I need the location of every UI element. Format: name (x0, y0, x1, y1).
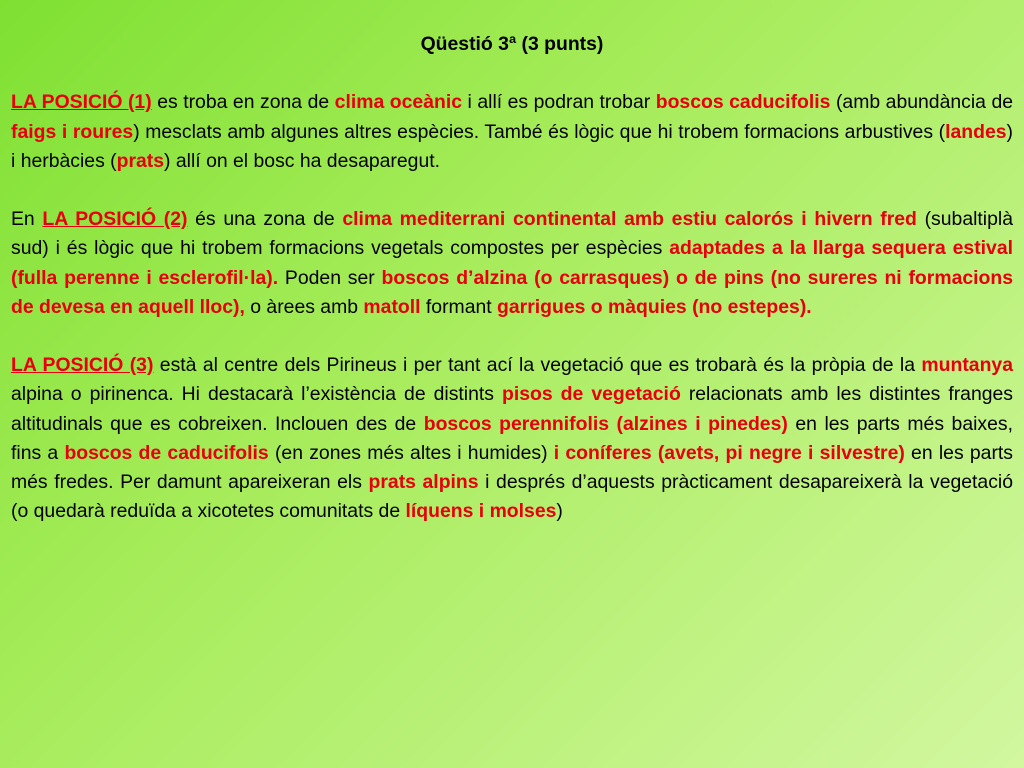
highlighted-term: líquens i molses (405, 500, 557, 523)
paragraph-position-3 (11, 351, 1013, 526)
highlighted-term: pisos de vegetació (502, 383, 681, 406)
highlighted-term: landes (945, 120, 1007, 143)
body-text: i allí es podran trobar (462, 91, 656, 114)
answer-body (11, 88, 1013, 526)
body-text: en les parts més fredes. Per damunt apareixeran els (11, 441, 1013, 493)
paragraph-position-2 (11, 205, 1013, 322)
body-text: en les parts més baixes, fins a (11, 412, 1013, 464)
body-text: alpina o pirinenca. Hi destacarà l’existència de distints (11, 383, 503, 406)
body-text: relacionats amb les distintes franges altitudinals que es cobreixen. Inclouen des de (11, 383, 1013, 435)
highlighted-term: clima mediterrani continental amb estiu calorós i hivern fred (342, 208, 917, 231)
highlighted-term: i coníferes (avets, pi negre i silvestre) (553, 441, 905, 464)
body-text: ) mesclats amb algunes altres espècies. També és lògic que hi trobem formacions arbustives ( (133, 120, 946, 143)
slide-content (11, 30, 1013, 526)
position-heading: LA POSICIÓ (1) (11, 91, 152, 114)
body-text: (amb abundància de (830, 91, 1014, 114)
body-text: ) allí on el bosc ha desaparegut. (164, 149, 441, 172)
body-text: es troba en zona de (151, 91, 335, 114)
body-text: o àrees amb (244, 295, 364, 318)
body-text: ) (556, 500, 563, 523)
body-text: està al centre dels Pirineus i per tant ací la vegetació que es trobarà és la pròpia de la (153, 354, 922, 377)
highlighted-term: boscos perennifolis (alzines i pinedes) (423, 412, 788, 435)
highlighted-term: garrigues o màquies (no estepes). (497, 295, 812, 318)
body-text: formant (420, 295, 498, 318)
highlighted-term: faigs i roures (11, 120, 134, 143)
body-text: En (11, 208, 43, 231)
highlighted-term: muntanya (921, 354, 1013, 377)
position-heading: LA POSICIÓ (3) (11, 354, 154, 377)
paragraph-position-1 (11, 88, 1013, 176)
body-text: (en zones més altes i humides) (268, 441, 554, 464)
highlighted-term: prats alpins (368, 471, 479, 493)
highlighted-term: adaptades a la llarga sequera estival (fulla perenne i esclerofil·la). (11, 237, 1013, 289)
position-heading: LA POSICIÓ (2) (42, 208, 188, 231)
highlighted-term: boscos d’alzina (o carrasques) o de pins (no sureres ni formacions de devesa en aquell lloc), (11, 266, 1013, 318)
body-text: (subaltiplà sud) i és lògic que hi trobem formacions vegetals compostes per espècies (11, 208, 1013, 260)
body-text: és una zona de (187, 208, 343, 231)
body-text: Poden ser (278, 266, 382, 289)
highlighted-term: clima oceànic (334, 91, 462, 114)
highlighted-term: prats (116, 149, 165, 172)
body-text: i després d’aquests pràcticament desapareixerà la vegetació (o quedarà reduïda a xicotetes comunitats de (11, 471, 1013, 523)
highlighted-term: matoll (363, 295, 421, 318)
highlighted-term: boscos de caducifolis (64, 441, 269, 464)
question-title: Qüestió 3ª (3 punts) (420, 33, 604, 55)
body-text: ) i herbàcies ( (11, 120, 1013, 172)
highlighted-term: boscos caducifolis (655, 91, 831, 114)
